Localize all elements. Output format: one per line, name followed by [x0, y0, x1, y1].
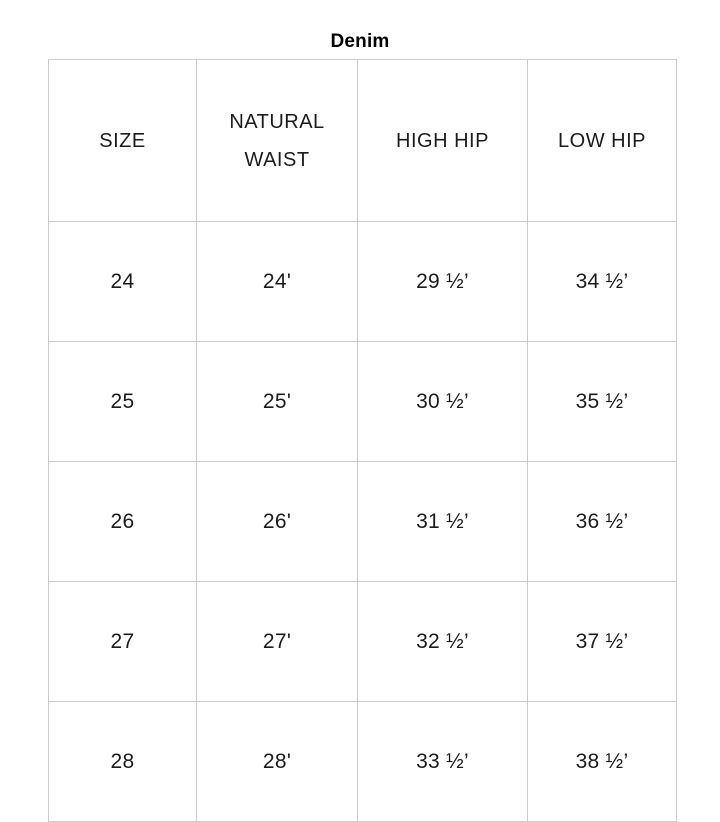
cell-low-hip: 37 ½’	[528, 582, 677, 702]
cell-natural-waist: 24'	[197, 222, 358, 342]
cell-low-hip: 36 ½’	[528, 462, 677, 582]
cell-high-hip: 29 ½’	[358, 222, 528, 342]
table-row	[49, 342, 677, 462]
cell-low-hip: 35 ½’	[528, 342, 677, 462]
cell-low-hip: 34 ½’	[528, 222, 677, 342]
column-header-size: SIZE	[49, 60, 197, 222]
cell-low-hip: 38 ½’	[528, 702, 677, 822]
cell-size: 25	[49, 342, 197, 462]
cell-size: 28	[49, 702, 197, 822]
column-header-low-hip: LOW HIP	[528, 60, 677, 222]
cell-high-hip: 32 ½’	[358, 582, 528, 702]
cell-high-hip: 30 ½’	[358, 342, 528, 462]
table-row	[49, 702, 677, 822]
table-row	[49, 222, 677, 342]
column-header-natural-waist: NATURAL WAIST	[197, 60, 358, 222]
table-row	[49, 462, 677, 582]
cell-size: 26	[49, 462, 197, 582]
table-row	[49, 582, 677, 702]
cell-natural-waist: 25'	[197, 342, 358, 462]
header-row	[49, 60, 677, 222]
page-title: Denim	[330, 31, 390, 52]
cell-high-hip: 33 ½’	[358, 702, 528, 822]
cell-size: 24	[49, 222, 197, 342]
size-chart-table	[48, 59, 677, 822]
cell-natural-waist: 27'	[197, 582, 358, 702]
cell-natural-waist: 26'	[197, 462, 358, 582]
column-header-high-hip: HIGH HIP	[358, 60, 528, 222]
cell-natural-waist: 28'	[197, 702, 358, 822]
cell-size: 27	[49, 582, 197, 702]
cell-high-hip: 31 ½’	[358, 462, 528, 582]
